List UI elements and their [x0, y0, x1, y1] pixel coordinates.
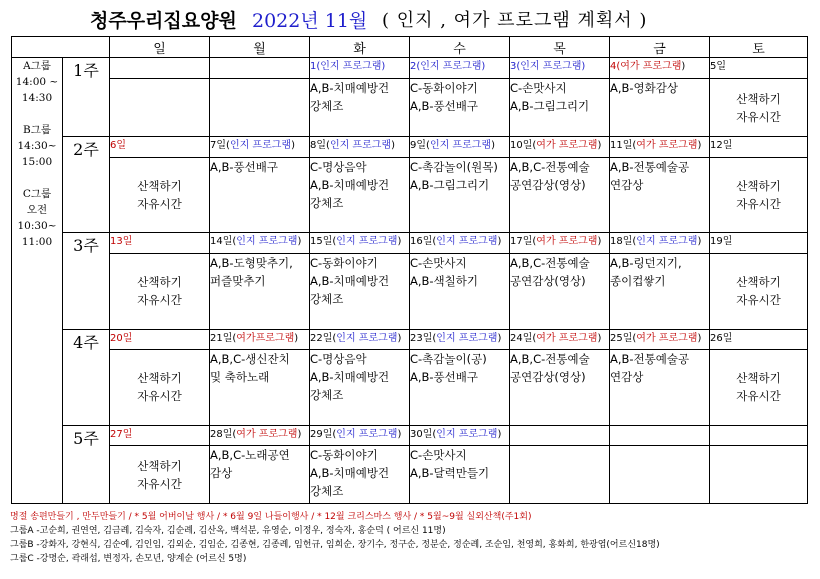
- week-label: 2주: [63, 137, 110, 233]
- day-date-cell: [610, 329, 710, 350]
- day-date-cell: [710, 425, 808, 446]
- day-number: 16일(: [410, 236, 437, 248]
- day-date-cell: [610, 425, 710, 446]
- day-date-cell: [310, 329, 410, 350]
- day-date-cell: [210, 233, 310, 254]
- program-close-paren: ): [697, 140, 702, 152]
- day-number: 28일(: [210, 428, 237, 440]
- program-calendar: [11, 36, 808, 504]
- day-date-cell: [510, 137, 610, 158]
- day-number: 21일(: [210, 332, 237, 344]
- group-time-line: C그룹: [22, 188, 52, 200]
- weekday-sun: 일: [110, 37, 210, 58]
- date-row: [12, 329, 808, 350]
- day-date-cell: [110, 425, 210, 446]
- day-number: 2(: [410, 61, 421, 72]
- day-date-cell: [310, 425, 410, 446]
- day-date-cell: [510, 329, 610, 350]
- day-date-cell: [410, 329, 510, 350]
- program-close-paren: ): [397, 332, 402, 344]
- day-number: 30일(: [410, 428, 437, 440]
- day-date-cell: [710, 233, 808, 254]
- day-date-cell: [210, 137, 310, 158]
- program-activity: C-촉감놀이(원목) A,B-그림그리기: [410, 158, 510, 233]
- program-activity: A,B-링던지기, 종이컵쌓기: [610, 254, 710, 329]
- free-time-activity: 산책하기 자유시간: [110, 254, 210, 329]
- program-close-paren: ): [597, 332, 602, 344]
- week-label: 5주: [63, 425, 110, 503]
- program-activity: A,B-영화감상: [610, 78, 710, 136]
- program-close-paren: ): [294, 332, 299, 344]
- program-type: 여가 프로그램: [536, 140, 598, 152]
- facility-name: 청주우리집요양원: [90, 10, 237, 32]
- day-number: 5일: [710, 61, 727, 72]
- day-date-cell: [110, 58, 210, 79]
- day-number: 14일(: [210, 236, 237, 248]
- program-activity: C-동화이야기 A,B-풍선배구: [410, 78, 510, 136]
- day-number: 9일(: [410, 140, 430, 152]
- day-date-cell: [710, 58, 808, 79]
- program-activity: C-손맛사지 A,B-달력만들기: [410, 446, 510, 504]
- day-number: 23일(: [410, 332, 437, 344]
- program-close-paren: ): [297, 236, 302, 248]
- program-close-paren: ): [381, 61, 386, 72]
- activity-row: [12, 446, 808, 504]
- program-type: 인지 프로그램: [636, 236, 698, 248]
- program-activity: [110, 78, 210, 136]
- day-date-cell: [510, 233, 610, 254]
- program-activity: C-동화이야기 A,B-치매예방건 강체조: [310, 446, 410, 504]
- program-activity: [610, 446, 710, 504]
- program-type: 인지 프로그램: [436, 428, 498, 440]
- weekday-sat: 토: [710, 37, 808, 58]
- day-number: 11일(: [610, 140, 637, 152]
- program-activity: C-명상음악 A,B-치매예방건 강체조: [310, 350, 410, 425]
- footer-notes: [10, 510, 816, 566]
- day-date-cell: [210, 329, 310, 350]
- program-close-paren: ): [397, 428, 402, 440]
- group-time-line: 14:30: [21, 92, 53, 104]
- program-close-paren: ): [491, 140, 495, 152]
- program-close-paren: ): [397, 236, 402, 248]
- program-type: 인지 프로그램: [436, 236, 498, 248]
- program-activity: A,B,C-노래공연 감상: [210, 446, 310, 504]
- activity-row: [12, 254, 808, 329]
- week-label: 3주: [63, 233, 110, 329]
- day-number: 1(: [310, 61, 321, 72]
- program-activity: A,B-치매예방건 강체조: [310, 78, 410, 136]
- program-activity: [210, 78, 310, 136]
- weekday-tue: 화: [310, 37, 410, 58]
- free-time-activity: 산책하기 자유시간: [110, 158, 210, 233]
- program-activity: C-손맛사지 A,B-색칠하기: [410, 254, 510, 329]
- activity-row: [12, 78, 808, 136]
- program-close-paren: ): [481, 61, 486, 72]
- day-date-cell: [410, 58, 510, 79]
- day-number: 24일(: [510, 332, 537, 344]
- program-type: 인지 프로그램: [320, 61, 382, 72]
- activity-row: [12, 158, 808, 233]
- program-activity: A,B,C-전통예술 공연감상(영상): [510, 350, 610, 425]
- day-number: 20일: [110, 332, 133, 344]
- group-time-line: A그룹: [23, 60, 51, 72]
- day-number: 22일(: [310, 332, 337, 344]
- program-activity: A,B-도형맞추기, 퍼즐맞추기: [210, 254, 310, 329]
- day-date-cell: [110, 329, 210, 350]
- day-date-cell: [610, 137, 710, 158]
- day-number: 6일: [110, 140, 127, 152]
- day-number: 3(: [510, 61, 521, 72]
- program-activity: C-촉감놀이(공) A,B-풍선배구: [410, 350, 510, 425]
- date-row: [12, 425, 808, 446]
- day-date-cell: [210, 58, 310, 79]
- group-a-members: 그룹A -고순희, 권연연, 김금례, 김숙자, 김순례, 김산옥, 백석분, 유영순, 이정우, 정숙자, 홍순덕 ( 어르신 11명): [10, 526, 446, 536]
- program-close-paren: ): [297, 428, 302, 440]
- program-close-paren: ): [291, 140, 295, 152]
- program-type: 인지 프로그램: [336, 332, 398, 344]
- day-date-cell: [610, 58, 710, 79]
- day-number: 8일(: [310, 140, 330, 152]
- day-date-cell: [610, 233, 710, 254]
- day-date-cell: [310, 233, 410, 254]
- weekday-mon: 월: [210, 37, 310, 58]
- day-date-cell: [710, 137, 808, 158]
- program-type: 여가 프로그램: [536, 236, 598, 248]
- day-number: 25일(: [610, 332, 637, 344]
- program-close-paren: ): [597, 236, 602, 248]
- program-close-paren: ): [681, 61, 686, 72]
- free-time-activity: 산책하기 자유시간: [110, 446, 210, 504]
- group-time-line: [12, 170, 62, 186]
- program-type: 인지 프로그램: [420, 61, 482, 72]
- free-time-activity: 산책하기 자유시간: [110, 350, 210, 425]
- day-number: 19일: [710, 236, 733, 248]
- day-number: 4(: [610, 61, 621, 72]
- weekday-thu: 목: [510, 37, 610, 58]
- free-time-activity: 산책하기 자유시간: [710, 158, 808, 233]
- date-row: [12, 58, 808, 79]
- weekday-wed: 수: [410, 37, 510, 58]
- program-activity: C-동화이야기 A,B-치매예방건 강체조: [310, 254, 410, 329]
- program-close-paren: ): [391, 140, 395, 152]
- day-number: 13일: [110, 236, 133, 248]
- day-number: 12일: [710, 140, 733, 152]
- program-type: 인지 프로그램: [429, 140, 492, 152]
- program-activity: [710, 446, 808, 504]
- program-type: 인지 프로그램: [436, 332, 498, 344]
- day-number: 17일(: [510, 236, 537, 248]
- group-b-members: 그룹B -강화자, 강현식, 김순예, 김인임, 김외순, 김임순, 김종현, 김종례, 임헌규, 임희순, 장기수, 정구순, 정분순, 정순례, 조순임, 천영희, 홍화희, 한광엽(어르신18명): [10, 540, 660, 550]
- program-type: 인지 프로그램: [520, 61, 582, 72]
- program-activity: [510, 446, 610, 504]
- program-close-paren: ): [697, 332, 702, 344]
- free-time-activity: 산책하기 자유시간: [710, 254, 808, 329]
- day-number: 18일(: [610, 236, 637, 248]
- group-time-line: [12, 106, 62, 122]
- program-type: 여가프로그램: [236, 332, 295, 344]
- date-row: [12, 137, 808, 158]
- program-type: 여가 프로그램: [636, 332, 698, 344]
- day-date-cell: [210, 425, 310, 446]
- free-time-activity: 산책하기 자유시간: [710, 78, 808, 136]
- group-time-line: B그룹: [22, 124, 51, 136]
- day-number: 10일(: [510, 140, 537, 152]
- day-date-cell: [510, 425, 610, 446]
- week-label: 1주: [63, 58, 110, 137]
- date-row: [12, 233, 808, 254]
- program-activity: A,B,C-전통예술 공연감상(영상): [510, 158, 610, 233]
- program-activity: A,B,C-생신잔치 및 축하노래: [210, 350, 310, 425]
- document-title: [0, 6, 820, 34]
- day-date-cell: [410, 137, 510, 158]
- program-type: 인지 프로그램: [336, 428, 398, 440]
- group-time-line: 11:00: [21, 236, 53, 248]
- day-date-cell: [310, 58, 410, 79]
- group-time-line: 오전: [26, 204, 48, 216]
- program-close-paren: ): [497, 236, 502, 248]
- day-date-cell: [310, 137, 410, 158]
- free-time-activity: 산책하기 자유시간: [710, 350, 808, 425]
- program-activity: C-명상음악 A,B-치매예방건 강체조: [310, 158, 410, 233]
- plan-month: 2022년 11월: [252, 10, 368, 32]
- program-type: 여가 프로그램: [536, 332, 598, 344]
- program-type: 인지 프로그램: [329, 140, 392, 152]
- program-activity: A,B-풍선배구: [210, 158, 310, 233]
- program-activity: A,B-전통예술공 연감상: [610, 158, 710, 233]
- day-number: 7일(: [210, 140, 230, 152]
- program-close-paren: ): [597, 140, 602, 152]
- group-time-column: [12, 58, 63, 504]
- program-close-paren: ): [697, 236, 702, 248]
- group-c-members: 그룹C -강명순, 곽래섭, 변정자, 손모년, 양계순 (어르신 5명): [10, 554, 247, 564]
- header-blank: [12, 37, 110, 58]
- day-number: 15일(: [310, 236, 337, 248]
- program-activity: C-손맛사지 A,B-그림그리기: [510, 78, 610, 136]
- annual-events-note: 명절 송편만들기 , 만두만들기 / * 5월 어버이날 행사 / * 6월 9일 나들이행사 / * 12월 크리스마스 행사 / * 5월~9월 실외산책(주1회): [10, 512, 532, 522]
- day-date-cell: [510, 58, 610, 79]
- program-type: 인지 프로그램: [336, 236, 398, 248]
- program-type: 여가 프로그램: [620, 61, 682, 72]
- weekday-header-row: [12, 37, 808, 58]
- day-number: 29일(: [310, 428, 337, 440]
- program-activity: A,B-전통예술공 연감상: [610, 350, 710, 425]
- program-close-paren: ): [497, 332, 502, 344]
- activity-row: [12, 350, 808, 425]
- group-time-line: 10:30~: [17, 220, 57, 232]
- group-time-line: 14:00 ~: [15, 76, 59, 88]
- plan-subtitle: ( 인지 , 여가 프로그램 계획서 ): [382, 10, 648, 31]
- day-date-cell: [410, 425, 510, 446]
- day-date-cell: [110, 233, 210, 254]
- weekday-fri: 금: [610, 37, 710, 58]
- group-time-line: 15:00: [21, 156, 53, 168]
- day-number: 26일: [710, 332, 733, 344]
- program-close-paren: ): [581, 61, 586, 72]
- program-activity: A,B,C-전통예술 공연감상(영상): [510, 254, 610, 329]
- program-close-paren: ): [497, 428, 502, 440]
- program-type: 인지 프로그램: [236, 236, 298, 248]
- program-type: 여가 프로그램: [636, 140, 698, 152]
- day-date-cell: [410, 233, 510, 254]
- program-type: 인지 프로그램: [229, 140, 292, 152]
- day-number: 27일: [110, 428, 133, 440]
- day-date-cell: [710, 329, 808, 350]
- group-time-line: 14:30~: [17, 140, 57, 152]
- program-type: 여가 프로그램: [236, 428, 298, 440]
- week-label: 4주: [63, 329, 110, 425]
- day-date-cell: [110, 137, 210, 158]
